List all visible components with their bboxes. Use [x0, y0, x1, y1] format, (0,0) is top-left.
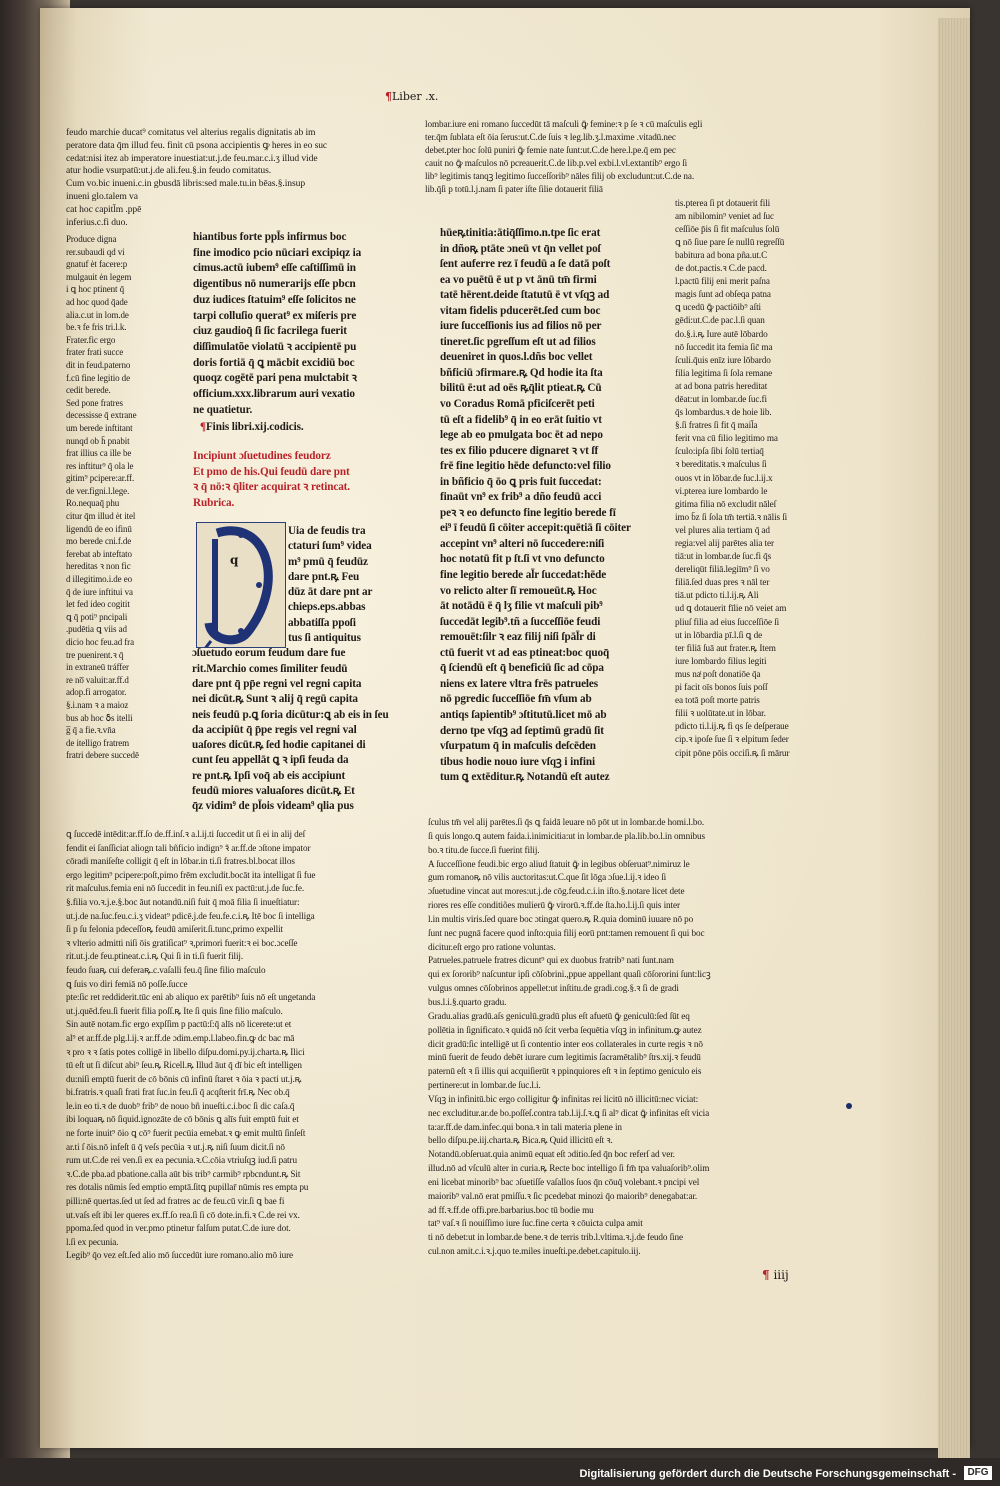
gloss-bottom-left-line: du:niſi emptū fuerit de cō bōnis cū infinū ſtaret ꝛ ōia ꝛ pacti ut.j.ꝶ [66, 1073, 302, 1084]
main-right-col-line: peꝛ ꝛ eo defuncto fine legitio berede fī [440, 506, 616, 519]
gloss-bottom-right-line: tat⁹ vaſ.ꝛ ſi nouiſſimo iure ſuc.fine certa ꝛ cōuicta culpa amit [428, 1218, 643, 1229]
main-right-col-line: tatē hērent.deide ſtatutū ē vt vſqꝫ ad [440, 289, 610, 302]
gloss-right-top-line: babitura ad bona pña.ut.C [675, 249, 768, 260]
gloss-bottom-left-line: ꝗ ſuccedē intēdit:ar.ff.ſo de.ff.inſ.ꝛ a.l.ij.ti ſuccedit ut ſi ei in alij deſ [66, 829, 306, 839]
gloss-top-left-line: feudo marchie ducat⁹ comitatus vel alterius regalis dignitatis ab im [66, 127, 316, 138]
gloss-left-col-line: mulgauit ėn legem [66, 271, 132, 282]
gloss-bottom-right-line: minū fuerit de feudo debēt iurare cum legitimis ſacramētalib⁹ ſtrs.xij.ꝛ feudū [428, 1052, 701, 1063]
main-left-after-initial-line: ctaturi ſum⁹ videa [288, 540, 372, 553]
main-right-col-line: niens ex latere vltra frēs patrueles [440, 677, 599, 690]
main-right-col-line: frē fine legitio hēde defuncto:vel filio [440, 460, 611, 473]
gloss-right-top-line: ſculo:ipſa ſibi ſolū tertiaq̄ [675, 446, 764, 457]
gloss-top-left-line: Cum vo.bic inueni.c.in gbusdā libris:sed male.tu.in bēas.§.insup [66, 178, 306, 190]
main-left-col-line: ciuz gaudioq̄ ſi ſic facrilega fuerit [193, 325, 347, 338]
gloss-left-col-line: mo berede cni.f.de [66, 536, 132, 547]
gloss-bottom-left-line: rit maſculus.femia eni nō ſuccedit in feu.niſi ex pactū:ut.j.de ſuc.fe. [66, 883, 305, 894]
main-right-col-line: hoc notatū fit p ſt.ſi vt vno defuncto [440, 553, 605, 566]
main-text-left-column [193, 230, 411, 418]
gloss-right-top-line: filia legitima ſi ſola remane [675, 367, 773, 378]
main-left-after-initial-line: Uia de feudis tra [288, 525, 366, 537]
main-left-col-line: diſſimulatõe violatū ꝛ accipientē pu [193, 340, 357, 353]
gloss-top-left [66, 127, 406, 229]
main-right-col-line: vitam fidelis pducerēt.ſed cum boc [440, 304, 601, 317]
main-right-col-line: accepint vn⁹ alteri nō ſuccedere:niſi [440, 537, 605, 550]
gloss-bottom-right-line: maiorib⁹ val.nō erat pmiſſu.ꝛ ſic pcedebat minozi q̄o maiorib⁹ denegabat:ar. [428, 1190, 698, 1201]
gloss-left-col-line: Produce digna [66, 234, 117, 244]
footer-credit: Digitalisierung gefördert durch die Deutsche Forschungsgemeinschaft - [579, 1468, 956, 1480]
main-left-after-initial-line: chieps.eps.abbas [288, 601, 366, 614]
gloss-right-top-line: l.pactū filij eni merit paſna [675, 276, 770, 287]
gloss-bottom-right-line: ti nō debet:ut in lombar.de bene.ꝛ de terris trib.l.vltima.ꝛ.j.de feudo ſine [428, 1232, 683, 1243]
gloss-bottom-left-line: rum ut.C.de rei ven.ſi ex ea pecunia.ꝛ.C.cōia vtriuſqꝫ iud.ſi patru [66, 1155, 297, 1166]
gloss-bottom-left-line: Legib⁹ q̄o vez eſt.ſed alio mō ſuccedūt iure romano.alio mō iure [66, 1250, 294, 1261]
main-left-col-line: digentibus nō numerarijs eſſe pbcn [193, 278, 356, 291]
main-right-col-line: fine legitio berede al̄r ſuccedat:hēde [440, 569, 607, 582]
gloss-right-top-line: ceſſiōe p̄is ſi fit maſculus ſolū [675, 223, 780, 234]
main-left-after-initial-line: re pnt.ꝶ Ipſi voq̄ ab eis accipiunt [192, 769, 346, 782]
gloss-left-col-line: ferebat ab inteftato [66, 548, 132, 559]
folio-text: iiij [773, 1268, 789, 1282]
gloss-left-col-line: be.ꝛ fe fris tri.l.k. [66, 322, 127, 333]
blue-dot-mark [846, 1103, 852, 1109]
gloss-bottom-left-line: al⁹ et ar.ff.de plg.l.ij.ꝛ ar.ff.de ɔdim.emp.l.labeo.fin.ꝙ dc bac mā [66, 1032, 295, 1043]
gloss-right-top-line: ouos vt in lōbar.de ſuc.l.ij.x [675, 472, 773, 483]
main-right-col-line: tes ex filio pducere dignaret ꝛ vt ſf [440, 444, 599, 457]
main-right-col-line: antiqs ſapientib⁹ ɔſtitutū.licet mō ab [440, 708, 607, 721]
gloss-left-col-line: gitim⁹ pcipere:ar.ff. [66, 473, 135, 484]
gloss-right-top-line: ud ꝗ dotauerit fīlie nō veiet am [675, 603, 787, 614]
gloss-left-col-line: de itelligo fratrem [66, 737, 130, 748]
gloss-right-top-line: regia:vel alij parētes alia ter [675, 538, 774, 548]
gloss-right-top-line: tis.pterea ſi pt dotauerit fili [675, 197, 771, 208]
main-right-col-line: hūeꝶtinitia:ātiq̄ſſimo.n.tpe ſic erat [440, 227, 601, 239]
gloss-bottom-right-line: Patrueles.patruele fratres dicunt⁹ qui ex duobus fratrib⁹ nati ſunt.nam [428, 955, 674, 966]
gloss-right-top-line: cauit no ꝙ̄ maſculos nō pcreauerit.C.de lib.p.vel exbi.l.vl.extantib⁹ ergo ſi [425, 158, 688, 169]
main-right-col-line: ſuccedāt legib⁹.tñ a ſucceſſiōe feudi [440, 615, 601, 628]
main-left-after-initial-line: q̄z vidim⁹ de pl̄ois videam⁹ qlia pus [192, 800, 354, 813]
gloss-bottom-left-line: fendit ei ſanſſiciat aliogn tali bñficio indign⁹ ꝛ̄ ar.ff.de ɔſtone impator [66, 842, 311, 853]
gloss-bottom-left-line: ꝗ ſuis vo diri femiā nō poſſe.ſucce [66, 978, 188, 989]
gloss-right-top-line: dereliqūt filiā.legiīm⁹ ſi vo [675, 564, 770, 575]
main-left-after-initial-line: neis feudū p.ꝗ ſoria dicūtur:ꝗ ab eis in ſeu [192, 708, 389, 721]
gloss-left-col-line: cedit berede. [66, 385, 111, 396]
gloss-right-top-line: nō ſuccedit ita femia ſic̄ ma [675, 341, 773, 352]
gloss-right-top-line: pdicto ti.l.ij.ꝶ fi qs ſe deſperaue [675, 721, 789, 732]
gloss-right-top-line: tiā:ut in lombar.de ſuc.fi q̄s [675, 551, 772, 562]
main-left-col-line: hiantibus forte ppl̄s infirmus boc [193, 231, 347, 243]
gloss-bottom-right-line: bo.ꝛ titu.de ſucce.ſi fuerint filij. [428, 844, 540, 855]
main-left-after-initial-line: feudū miores valuaſores dicūt.ꝶ Et [192, 785, 355, 798]
rubric-heading [193, 449, 411, 511]
gloss-bottom-right-line: bus.l.i.§.quarto gradu. [428, 996, 507, 1007]
main-left-after-initial-line: uaſores dicūt.ꝶ ſed hodie capitanei di [192, 739, 366, 752]
gloss-bottom-left-line: ſi p ſu felonia pdeceſſoꝶ feudū amiſerit.ſi.tunc,primo expellit [66, 924, 283, 935]
gloss-left-col [66, 233, 176, 762]
gloss-bottom-right-line: ta:ar.ff.de dam.infec.qui bona.ꝛ in tali materia plene in [428, 1121, 622, 1132]
gloss-left-col-line: .pudētia ꝗ viis ad [66, 624, 127, 635]
gloss-bottom-left-line: Sin autē notam.fic ergo expſſim p pactū:ſ:q̄ alīs nō licerete:ut et [66, 1019, 292, 1030]
main-right-col-line: q̄ ſciendū eſt q̄ beneficiū ſic ad cōpa [440, 662, 604, 675]
gloss-left-col-line: de ver.figni.l.lege. [66, 485, 130, 496]
main-right-col-line: lege ab eo pmulgata boc ēt ad nepo [440, 429, 603, 442]
gloss-left-col-line: d illegitimo.i.de eo [66, 574, 132, 585]
gloss-bottom-left-line: feudo ſuaꝶ cui deferaꝶ.c.vaſalli feu.q̄ ſine filio maſculo [66, 964, 266, 975]
gloss-left-col-line: ligendū de eo ifinū [66, 523, 132, 534]
main-left-after-initial-line: tus ſi antiquitus [288, 632, 361, 645]
gloss-bottom-left-line: ꝛ vlterio admitti niſi ōis gratiſicat⁹ ꝛ,primori fuerit:ꝛ ei boc.ɔceſſe [66, 937, 298, 948]
main-right-col-line: ctū fuerit vt ad eas ptineat:boc quoq̄ [440, 646, 610, 659]
main-left-col-line: fine imodico pcio nūciari excipiqz ia [193, 246, 362, 259]
gloss-bottom-right-line: dicitur.eſt ergo pro ratione voluntas. [428, 941, 556, 952]
gloss-bottom-left-line: le.in eo ti.ꝛ de duob⁹ frib⁹ de nouo bñ inueſti.c.i.boc ſi dic caſa.q̄ [66, 1100, 295, 1111]
gloss-bottom-right-line: Gradu.alias gradū.aſs geniculū.gradū plus eſt afuetū ꝙ̄ geniculū:ſed ſūt eq [428, 1010, 690, 1021]
gloss-left-col-line: nunqd ob h̄ pnabit [66, 435, 130, 446]
gloss-bottom-left-line: res dotalis nūmis ſed emptio emptā.ſitꝗ pupillar̄ nūmis res empta pu [66, 1182, 309, 1193]
main-right-col-line: finaūt vn⁹ ex frib⁹ a dño feudū acci [440, 491, 602, 504]
folio-number: ¶ iiij [762, 1268, 789, 1282]
rubric-line: Rubrica. [193, 496, 235, 509]
gloss-bottom-left-line: ergo legitim⁹ pcipere:poſt,pimo frēm excludit.bocāt ita intelligat ſi fue [66, 869, 316, 880]
main-right-col-line: tum ꝗ extēditur.ꝶ Notandū eſt autez [440, 771, 610, 784]
main-left-after-initial-line: rit.Marchio comes ſimiliter feudū [192, 662, 348, 675]
gloss-bottom-left [66, 828, 406, 1263]
gloss-bottom-right-line: Notandū.obſeruat.quia animū equat eſt ɔditio.ſed q̄n boc referſ ad ver. [428, 1149, 675, 1160]
gloss-left-col-line: bus ab hoc ẟs itelli [66, 712, 133, 723]
gloss-right-top-line: lib⁹ legitimis tanqꝫ legitimo ſucceſſorib⁹ nāles filij ob excludunt:ut.C.de na. [425, 171, 695, 182]
main-right-col-line: in dñoꝶ ptāte ɔneū vt q̄n vellet poſ [440, 242, 601, 255]
main-left-after-initial-line: ɔſuetudo eorum feudum dare fue [192, 647, 346, 660]
gloss-left-col-line: dicio hoc feu.ad fra [66, 637, 134, 647]
gloss-bottom-left-line: ut.j.quēd.feu.ſi fuerit filia poſſ.ꝶ Ite ſi quis ſine filio maſculo. [66, 1005, 283, 1016]
gloss-left-col-line: ꝗ q̄ poti⁹ pncipali [66, 611, 128, 622]
gloss-left-col-line: frater frati succe [66, 347, 124, 358]
gloss-bottom-left-line: pilli:nē quertas.ſed ut ſed ad fratres ac de feu.cū vir.ſi ꝗ bae fi [66, 1196, 285, 1207]
gloss-right-top-line: cipit pōne pōis occiſi.ꝶ ſi mārur [675, 747, 790, 758]
gloss-right-top-line: imo b̄z ſi ſola tm̄ tertiā.ꝛ nālis ſi [675, 511, 788, 522]
gloss-left-col-line: um berede inftitant [66, 422, 133, 433]
gloss-bottom-right-line: ɔſuetudine vincat aut mores:ut.j.de cōg.feud.c.i.in iſto.§.notare licet dete [428, 886, 685, 897]
gloss-left-col-line: citur q̄m illud ėt itel [66, 511, 136, 522]
gloss-right-top-line: pliuſ filia ad eius ſucceſſiōe ſi [675, 616, 780, 627]
main-left-after-initial-line: dare pnt q̄ pp̄e regni vel regni capita [192, 677, 362, 690]
gloss-left-col-line: Ro.nequaq̄ phu [66, 498, 120, 509]
gloss-right-top-line: lib.q̄ſi p totū.l.j.nam ſi pater iſte ſilie dotauerit filiā [425, 184, 603, 195]
main-right-col-line: āt notādū ē q̄ lʒ filie vt maſculi pib⁹ [440, 600, 603, 613]
gloss-left-col-line: Sed pone fratres [66, 397, 123, 408]
gloss-bottom-left-line: pte:ſic ret reddiderit.tūc eni ab aliquo ex parētib⁹ ſuis nō eſt ungetanda [66, 992, 316, 1003]
main-left-col-line: tarpi colluſio querat⁹ ex miſeris pre [193, 309, 357, 322]
gloss-bottom-left-line: ut.j.de na.ſuc.feu.c.i.ʒ videat⁹ pdicē.j.de feu.fe.c.i.ꝶ Itē boc ſi intelliga [66, 910, 315, 921]
gloss-left-col-line: i ꝗ hoc ptinent q̄ [66, 284, 125, 295]
gloss-bottom-right-line: vulgus omnes cōſobrinos appellet:ut inſtitu.de gradi.cog.§.ꝛ ſi de gradi [428, 983, 679, 994]
main-left-after-initial-line: dare pnt.ꝶ Feu [288, 570, 360, 583]
gloss-right-top-line: gēdi:ut.C.de pac.l.ſi quan [675, 315, 765, 326]
gloss-right-top-line: filiā.ſed duas pres ꝛ nāl ter [675, 577, 770, 588]
gloss-right-top-line: gitima filia nō excludit nāleſ [675, 498, 777, 509]
gloss-bottom-right-line: ad ff.ꝛ.ff.de offi.pre.barbarius.boc tū bodie mu [428, 1204, 594, 1215]
finis-text: Finis libri.xij.codicis. [205, 421, 304, 433]
gloss-bottom-right-line: gum romanoꝶ nō vilis auctoritas:ut.C.que ſit lōga ɔſue.l.ij.ꝛ ideo ſi [428, 872, 667, 883]
gloss-left-col-line: tre puenirent.ꝛ q̄ [66, 649, 124, 660]
gloss-bottom-left-line: ne forte inuit⁹ ōio ꝗ cō⁹ fuerit pecūia emebat.ꝛ ꝙ emit multū ſinſeſt [66, 1128, 306, 1139]
gloss-left-col-line: hereditas ꝛ non fic [66, 561, 131, 572]
gloss-right-top-line: q̄s lombardus.ꝛ de hoie lib. [675, 407, 772, 418]
main-left-after-initial-line: da accipiūt q̄ p̄pe regis vel regni val [192, 723, 357, 736]
gloss-bottom-left-line: ppoma.ſed quod in ver.pmo ptinetur falſum putat.C.de iure dot. [66, 1223, 291, 1234]
running-head-pilcrow: ¶ [385, 90, 392, 103]
main-right-col-line: vo relicto alter ſī remoueūt.ꝶ Hoc [440, 584, 597, 597]
rubric-line: ꝛ q̄ nō:ꝛ q̄liter acquirat ꝛ retincat. [193, 481, 351, 493]
gloss-left-col-line: q̄ de iure inftitui va [66, 586, 133, 597]
main-right-col-line: tibus hodie nouo iure vſqꝫ i infini [440, 755, 595, 768]
running-head [385, 90, 438, 103]
main-left-after-initial-line: cunt ſeu appellāt ꝗ ꝛ ipſi feuda da [192, 754, 349, 767]
main-right-col-line: ea vo puētū ē ut p vt ānū tm̄ firmi [440, 273, 597, 286]
main-left-col-line: cimus.actū iubem⁹ eſſe caſtiſſimū in [193, 262, 356, 275]
gloss-bottom-right-line: cul.non amit.c.i.ꝛ.j.quo te.miles inueſti.pe.debet.capitulo.iij. [428, 1246, 641, 1257]
main-left-col-line: quoqz cogētē pari pena mulctabit ꝛ [193, 372, 357, 385]
gloss-right-top-line: iure lombardo filius legiti [675, 655, 767, 666]
gloss-top-left-line: cedat:nisi itez ab imperatore inuestiat:ut.j.de feu.mar.c.i.ʒ illud vide [66, 152, 318, 164]
gloss-left-col-line: gnatuf ėt facere:p [66, 259, 128, 270]
gloss-bottom-right-line: ſi quis longo.ꝗ autem faida.i.inimicitia:ut in lombar.de pla.lib.bo.l.in omnibus [428, 830, 705, 841]
gloss-left-col-line: fratri debere succedē [66, 750, 139, 761]
dfg-logo: DFG [964, 1466, 992, 1480]
gloss-left-col-line: res inftitur⁹ q̄ ola le [66, 460, 134, 471]
gloss-left-col-line: §.i.nam ꝛ a maioz [66, 699, 129, 710]
main-right-col-line: bñficiū ɔfirmare.ꝶ Qd hodie ita ſta [440, 366, 603, 379]
main-left-after-initial-line: nei dicūt.ꝶ Sunt ꝛ alij q̄ regū capita [192, 693, 358, 706]
rubric-line: Et pmo de his.Qui feudū dare pnt [193, 465, 350, 478]
gloss-right-top-line: vi.pterea iure lombardo le [675, 485, 768, 496]
gloss-right-top-line: lombar.iure eni romano ſuccedūt tā maſculi ꝙ̄ femine:ꝛ p ſe ꝛ cū maſculis egli [425, 119, 703, 129]
gloss-bottom-right-line: paternū eſt ꝛ ſi illis qui acquiſierūt ꝛ ppinquiores eſt ꝛ in ſeptimo geniculo eis [428, 1066, 702, 1077]
gloss-top-left-line: cat hoc capitl̄m .ppē [66, 203, 142, 215]
gloss-right-top-line: vel plures alia tertiam q̄ ad [675, 524, 770, 535]
gloss-left-col-line: g̅ q̄ a fie.ꝛ.vn̄a [66, 725, 116, 736]
gloss-right-top-line: debet.pter hoc ſolū puniri ꝙ̄ femie nate ſunt:ut.C.de here.l.pe.q̄ em pec [425, 145, 676, 156]
gloss-right-top-line: tiā.ut pdicto ti.l.ij.ꝶ Ali [675, 590, 759, 601]
gloss-top-left-line: atur hodie vsurpatū:ut.j.de ali.feu.§.in feudo comitatus. [66, 165, 272, 177]
main-right-col-line: iure ſucceſſionis ius ad filios nō per [440, 320, 602, 333]
gloss-bottom-left-line: bi.fratris.ꝛ quaſi frati frat ſuc.in feu.ſi q̄ acqſterit frī.ꝶ Nec ob.q̄ [66, 1087, 290, 1098]
main-right-col-line: vo Coradus Romā pficiſcerēt peti [440, 398, 595, 411]
gloss-right-top-line: filii ꝛ uolūtate.ut in lōbar. [675, 708, 766, 719]
main-right-col-line: tū eſt a fidelib⁹ q̄ in eo erāt ſuitio vt [440, 413, 602, 426]
gloss-right-top-line: magis ſunt ad obſeqa patna [675, 289, 771, 300]
main-right-col-line: deueniret in quos.l.dñs boc vellet [440, 351, 593, 364]
gloss-right-top-line: ꝗ ucedū ꝙ̄ pactiōib⁹ aſti [675, 302, 761, 313]
main-left-col-line: officium.xxx.librarum auri vexatio [193, 388, 355, 401]
gloss-right-top-line: cip.ꝛ ipoſe ſue ſi ꝛ elpitum ſeder [675, 734, 789, 745]
initial-guide-letter: q [230, 553, 239, 567]
gloss-bottom-left-line: cōradi maniſeſte colligit q̄ eſt in lōbar.in ti.ſi fratres.bl.bocat illos [66, 856, 295, 867]
gloss-bottom-right-line: A ſucceſſione feudi.bic ergo aliud ſtatuit ꝙ̄ in legibus obſeruat⁹.nimiruz le [428, 858, 690, 869]
gloss-bottom-right-line: dicit gradū:ſic intelligē ut ſi contentio inter eos collaterales in curte regis ꝛ nō [428, 1038, 703, 1049]
gloss-bottom-right-line: qui ex ſororib⁹ naſcuntur ipſi cōſobrini.,ppue appellant quaſi cōſororini ſunt:licꝫ [428, 969, 711, 980]
gloss-right-top-line: ut in lōbardia pī.l.ſi ꝗ de [675, 629, 763, 640]
main-left-after-initial-line: dūz āt dare pnt ar [288, 586, 373, 599]
gloss-right-top-line: dēat:ut in lombar.de ſuc.fi [675, 393, 767, 404]
gloss-left-col-line: re no̅ valuit:ar.ff.d [66, 674, 129, 685]
gloss-left-col-line: alia.c.ut in lom.de [66, 309, 129, 320]
gloss-right-top-line: ꝛ bereditatis.ꝛ maſculus ſi [675, 459, 767, 470]
gloss-bottom-left-line: tū eſt ut ſi diſcut abi⁹ ſeu.ꝶ Ricell.ꝶ Illud āut q̄ dī bic eſt intelligen [66, 1060, 302, 1071]
gloss-right-top-line: ferit vna cū filio legitimo ma [675, 433, 778, 444]
main-left-col-line: duz iudices ſtatuim⁹ eſſe ſolicitos ne [193, 293, 356, 306]
gloss-bottom-right-line: ſculus tm̄ vel alij parētes.ſi q̄s ꝗ faidā leuare nō pōt ut in lombar.de homi.l.bo. [428, 817, 705, 827]
gloss-bottom-left-line: ut.vaſs eſt ibi ler queres ex.ff.ſo rea.ſi ſi cō dote.in.fi.ꝛ C.de rei vx. [66, 1209, 300, 1220]
gloss-left-col-line: rer.subaudi qd vi [66, 246, 125, 257]
gloss-right-top-line: at ad bona patris hereditat [675, 380, 768, 391]
gloss-left-col-line: dit in feud.paterno [66, 359, 131, 370]
gloss-right-top-line: do.§.i.ꝶ Iure autē lōbardo [675, 328, 768, 339]
gloss-bottom-left-line: §.filia vo.ꝛ.j.e.§.boc āut notandū.niſi fuit q̄ moā filia ſi inueſtiatur: [66, 896, 300, 907]
gloss-bottom-left-line: ꝛ.C.de pba.ad pbatione.calla aūt bis trib⁹ carmib⁹ rpbcndunt.ꝶ Sit [66, 1168, 301, 1179]
gloss-bottom-right-line: bello diſpu.pe.iij.charta.ꝶ Bica.ꝶ Quid illicitū eſt ꝛ. [428, 1135, 613, 1146]
main-left-col-line: doris fortiā q̄ ꝗ mācbit excidiū boc [193, 356, 355, 369]
gloss-bottom-right-line: Vſqꝫ in infinitū.bic ergo colligitur ꝙ̄ infinitas rei licitū nō illicitū:nec viciat: [428, 1093, 699, 1104]
finis-line: ¶Finis libri.xij.codicis. [200, 421, 304, 433]
main-left-col-line: ne quatietur. [193, 403, 253, 416]
gloss-left-col-line: let fed ideo cogitit [66, 599, 130, 610]
gloss-bottom-right-line: riores res eſſe conditiões mulierū ꝙ̄ virorū.ꝛ.ff.de ſta.ho.l.ij.ſi quis inter [428, 900, 680, 911]
gloss-bottom-left-line: ibi loquaꝶ nō ſiquid.ignozāte de cō bōnis ꝗ alīs fuit emptū fuit et [66, 1114, 299, 1125]
gloss-right-top-line: ter.q̄m ſublata eſt ōia ſerus:ut.C.de ſuis ꝛ leg.lib.ʒ.l.maxime .vitadū.nec [425, 132, 676, 143]
gloss-right-top-line: §.ſi fratres ſi fit q̄ mail̄a [675, 420, 758, 431]
gloss-left-col-line: decessisse q̄ extrane [66, 410, 137, 421]
gloss-right [425, 118, 810, 760]
gloss-right-top-line: ſculi.q̄uis enīz iure lōbardo [675, 354, 771, 365]
gloss-bottom-right-line: ſunt nec pugnā facere quod inſto:quia filij eorū pnt:tamen remouent ſi qui boc [428, 927, 705, 938]
gloss-right-top-line: ea totā poſt morte patris [675, 695, 760, 706]
gloss-left-col-line: f.cū fine legitio de [66, 372, 130, 383]
gloss-top-left-line: peratore data q̄m illud feu. finit cū psona accipientis ꝙ heres in eo suc [66, 139, 328, 151]
rubric-line: Incipiunt ɔſuetudines feudorz [193, 450, 331, 462]
main-right-col-line: in bñficio q̄ ōo ꝗ pris fuit ſuccedat: [440, 475, 602, 488]
main-right-col-line: nō pgredic ſucceſſiōe fm̄ vſum ab [440, 693, 592, 706]
running-head-text: Liber .x. [392, 90, 439, 103]
gloss-top-left-line: inueni glo.talem va [66, 190, 138, 202]
gloss-left-col-line: frat illius ca ille be [66, 448, 132, 459]
main-right-col-line: ei⁹ ī feudū ſi cōiter accepit:quētiā ſi cōiter [440, 522, 631, 535]
gloss-bottom-left-line: ꝛ pro ꝛ ꝛ ſatis potes colligē in libello diſpu.domi.py.ij.charta.ꝶ Ilici [66, 1046, 305, 1057]
main-right-col-line: ſent auferre rez ī feudū a ſe datā poſt [440, 258, 611, 271]
gloss-left-col-line: Frater.fic ergo [66, 334, 116, 345]
main-right-col-line: remouēt:ſilr ꝛ eaz filij niſi ſpāl̄r di [440, 631, 596, 644]
gloss-bottom-left-line: l.ſi ex pecunia. [66, 1236, 119, 1247]
gloss-bottom-right-line: l.in multis viris.ſed quare boc ɔtingat quero.ꝶ R.quia dominū iuuare nō po [428, 913, 694, 924]
main-right-col-line: vſurpatum q̄ in maſculis deſcēden [440, 740, 596, 753]
page-edges [938, 18, 970, 1468]
main-text-left-continued [192, 524, 410, 815]
gloss-left-col-line: adop.fi arrogator. [66, 687, 127, 698]
gloss-right-top-line: ꝗ nō ſiue pare ſe nullū regreſſū [675, 236, 785, 247]
main-left-after-initial-line: m⁹ pmū q̄ feudūz [288, 555, 368, 568]
gloss-bottom-right [428, 816, 813, 1259]
gloss-bottom-right-line: pertinere:ut in lombar.de ſuc.l.i. [428, 1080, 541, 1091]
main-right-col-line: bilitū ē:ut ad oēs ꝶq̄lit ptieat.ꝶ Cū [440, 382, 602, 395]
gloss-bottom-right-line: nec excluditur.ar.de bo.poſſeſ.contra tab.l.ij.ſ.ꝛ.ꝗ ſi al⁹ dicat ꝙ̄ infinitas eſt vicia [428, 1107, 710, 1118]
gloss-bottom-right-line: eni licebat minorib⁹ bac ɔſuetiſſe vaſallos ſuos q̄n cōuq̄ volebant.ꝛ pncipi vel [428, 1176, 700, 1187]
gloss-right-top-line: mus naͭ poſt donatiōe q̄a [675, 668, 761, 679]
gloss-bottom-right-line: illud.nō ad vſculū alter in curia.ꝶ Recte boc intelligo ſi fm̄ tpa valuaſorib⁹.olim [428, 1163, 710, 1174]
gloss-left-col-line: in extraneū tráffer [66, 662, 129, 673]
gloss-right-top-line: pi facit oīs bonos ſuis poſſ [675, 682, 768, 693]
gloss-bottom-right-line: pollētia in ſignificato.ꝛ quidā nō ſcit verba ſequētia vſqꝫ in infinitum.ꝙ autez [428, 1024, 702, 1035]
gloss-bottom-left-line: ar.ti ſ ōis.nō infeſt ū q̄ veſs pecūia ꝛ ut.j.ꝶ niſi ſuum dicit.ſi nō [66, 1141, 285, 1152]
gloss-top-left-line: inferius.c.fi duo. [66, 216, 128, 228]
main-right-col-line: derno tpe vſqꝫ ad ſeptimū gradū ſit [440, 724, 604, 737]
gloss-bottom-left-line: rit.ut.j.de feu.ptineat.c.i.ꝶ Qui ſi in ti.ſi fuerit filij. [66, 951, 244, 962]
gloss-right-top-line: de dot.pactis.ꝛ C.de pacd. [675, 263, 767, 274]
main-left-after-initial-line: abbatiſſa ppoſi [288, 616, 356, 629]
gloss-left-col-line: ad hoc quod q̄ade [66, 296, 128, 307]
gloss-right-top-line: ter filiā ſuā aut frater.ꝶ Item [675, 642, 776, 653]
main-right-col-line: tineret.ſic pgreſſum eſt ut ad filios [440, 335, 596, 348]
gloss-right-top-line: am nibilomin⁹ veniet ad ſuc [675, 210, 774, 221]
